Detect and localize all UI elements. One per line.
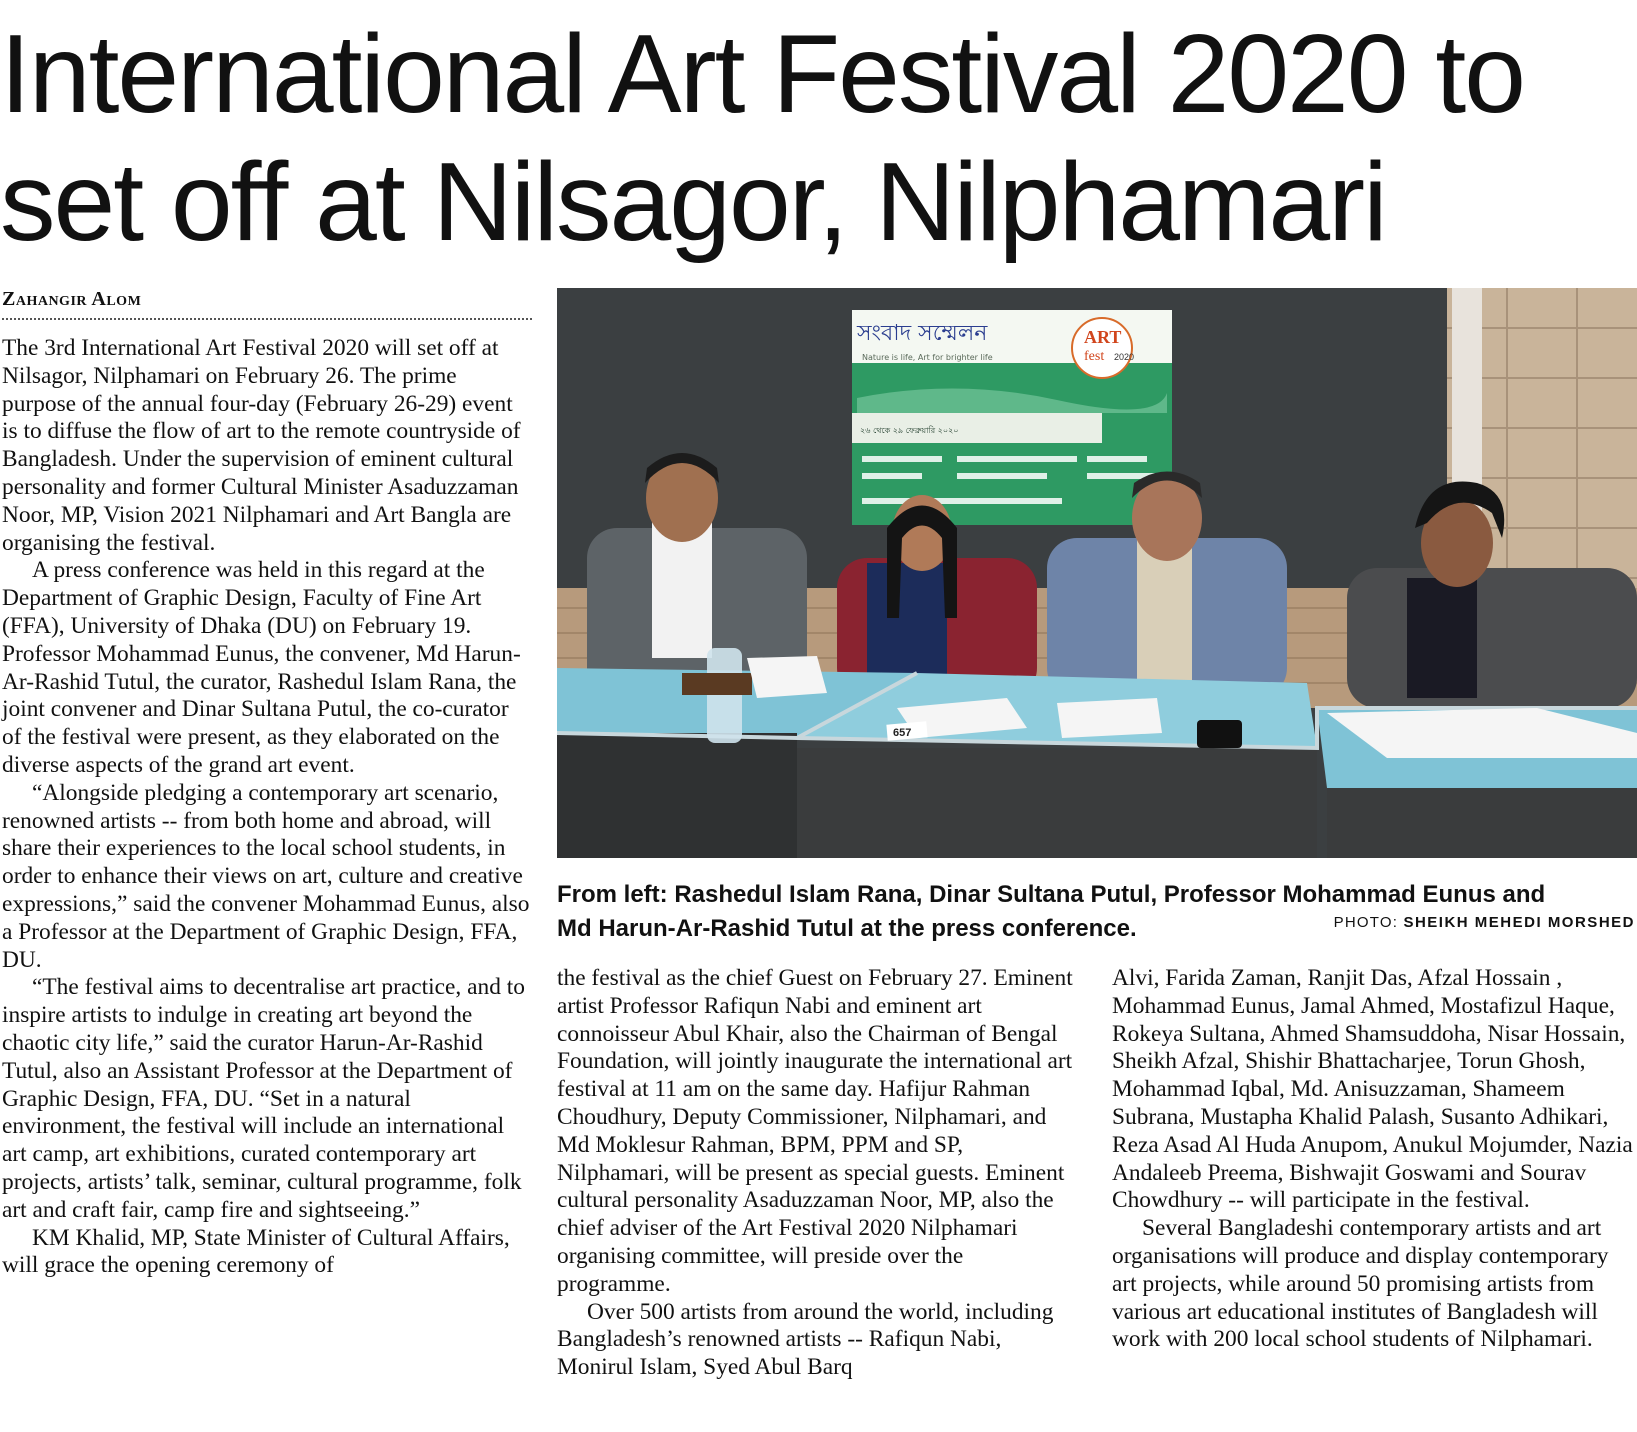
paragraph: Several Bangladeshi contemporary artists and art organisations will produce and display contemporary art projects, while around 50 promising artists from various art educational institutes of Bangladesh will work with 200 local school students of Nilphamari. bbox=[1112, 1215, 1609, 1353]
paragraph: “The festival aims to decentralise art practice, and to inspire artists to indulge in creating art beyond the chaotic city life,” said the curator Harun-Ar-Rashid Tutul, also an Assistant Professor at the Department of Graphic Design, FFA, DU. “Set in a natural environment, the festival will include an international art camp, art exhibitions, curated contemporary art projects, artists’ talk, seminar, cultural programme, folk art and craft fair, camp fire and sightseeing.” bbox=[2, 974, 525, 1223]
photo-caption bbox=[557, 878, 1637, 946]
paragraph: The 3rd International Art Festival 2020 will set off at Nilsagor, Nilphamari on February 26. The prime purpose of the annual four-day (February 26-29) event is to diffuse the flow of art to the remote countryside of Bangladesh. Under the supervision of eminent cultural personality and former Cultural Minister Asaduzzaman Noor, MP, Vision 2021 Nilphamari and Art Bangla are organising the festival. bbox=[2, 335, 521, 556]
byline-divider bbox=[2, 318, 532, 320]
logo-fest: fest bbox=[1084, 349, 1105, 364]
banner-tagline: Nature is life, Art for brighter life bbox=[862, 353, 993, 362]
press-conference-photo bbox=[557, 288, 1637, 858]
logo-art: ART bbox=[1084, 327, 1122, 347]
caption-line-2: Md Harun-Ar-Rashid Tutul at the press conference. bbox=[557, 915, 1137, 942]
caption-line-1: From left: Rashedul Islam Rana, Dinar Sultana Putul, Professor Mohammad Eunus and bbox=[557, 881, 1546, 908]
paragraph: the festival as the chief Guest on February 27. Eminent artist Professor Rafiqun Nabi and eminent art connoisseur Abul Khair, also the Chairman of Bengal Foundation, will jointly inaugurate the international art festival at 11 am on the same day. Hafijur Rahman Choudhury, Deputy Commissioner, Nilphamari, and Md Moklesur Rahman, BPM, PPM and SP, Nilphamari, will be present as special guests. Eminent cultural personality Asaduzzaman Noor, MP, also the chief adviser of the Art Festival 2020 Nilphamari organising committee, will preside over the programme. bbox=[557, 965, 1073, 1297]
article-column-3 bbox=[1112, 965, 1637, 1354]
paragraph: Over 500 artists from around the world, including Bangladesh’s renowned artists -- Rafiqun Nabi, Monirul Islam, Syed Abul Barq bbox=[557, 1298, 1054, 1381]
logo-year: 2020 bbox=[1114, 352, 1135, 362]
paragraph: “Alongside pledging a contemporary art scenario, renowned artists -- from both home and abroad, will share their experiences to the local school students, in order to enhance their views on art, culture and creative expressions,” said the convener Mohammad Eunus, also a Professor at the Department of Graphic Design, FFA, DU. bbox=[2, 779, 530, 973]
credit-label: PHOTO: bbox=[1333, 914, 1399, 931]
headline-line-2: set off at Nilsagor, Nilphamari bbox=[0, 140, 1386, 264]
headline-line-1: International Art Festival 2020 to bbox=[0, 12, 1524, 136]
banner-dates: ২৬ থেকে ২৯ ফেব্রুয়ারি ২০২০ bbox=[860, 426, 959, 435]
headline bbox=[0, 10, 1637, 266]
article-column-1 bbox=[2, 335, 530, 1280]
credit-name: SHEIKH MEHEDI MORSHED bbox=[1403, 914, 1635, 931]
byline: Zahangir Alom bbox=[2, 288, 142, 310]
paragraph: A press conference was held in this regard at the Department of Graphic Design, Faculty of Fine Art (FFA), University of Dhaka (DU) on February 19. Professor Mohammad Eunus, the convener, Md Harun-Ar-Rashid Tutul, the curator, Rashedul Islam Rana, the joint convener and Dinar Sultana Putul, the co-curator of the festival were present, as they elaborated on the diverse aspects of the grand art event. bbox=[2, 557, 521, 778]
paragraph: Alvi, Farida Zaman, Ranjit Das, Afzal Hossain , Mohammad Eunus, Jamal Ahmed, Mostafizul Haque, Rokeya Sultana, Ahmed Shamsuddoha, Nisar Hossain, Sheikh Afzal, Shishir Bhattacharjee, Torun Ghosh, Mohammad Iqbal, Md. Anisuzzaman, Shameem Subrana, Mustapha Khalid Palash, Susanto Adhikari, Reza Asad Al Huda Anupom, Anukul Mojumder, Nazia Andaleeb Preema, Bishwajit Goswami and Sourav Chowdhury -- will participate in the festival. bbox=[1112, 965, 1633, 1214]
table-number: 657 bbox=[893, 727, 912, 739]
article-column-2 bbox=[557, 965, 1079, 1382]
banner-title: সংবাদ সম্মেলন bbox=[857, 321, 988, 346]
paragraph: KM Khalid, MP, State Minister of Cultural Affairs, will grace the opening ceremony of bbox=[2, 1224, 510, 1279]
photo-credit bbox=[1334, 914, 1635, 931]
